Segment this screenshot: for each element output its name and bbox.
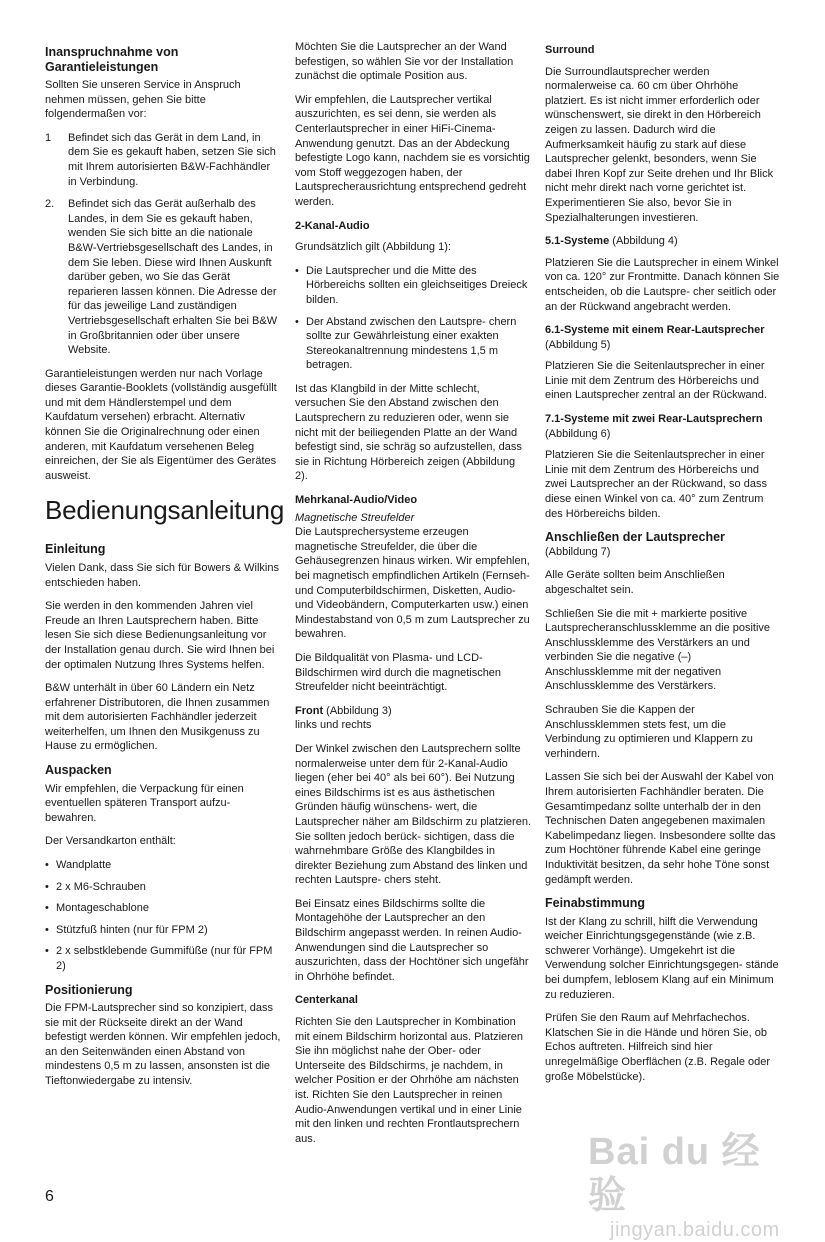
paragraph: Platzieren Sie die Seitenlautsprecher in einer Linie mit dem Zentrum des Hörbereichs und einen Lautsprecher zentral an der Rückwand.: [545, 360, 767, 402]
paragraph: Wir empfehlen, die Lautsprecher vertikal auszurichten, es sei denn, sie werden als Centerlautsprecher in einer HiFi-Cinema-Anwendung genutzt. Das an der Abdeckung befestigte Logo kann, nachdem sie es vorsichtig vom Stoff weggezogen haben, der Lautsprecherausrichtung entsprechend gedreht werden.: [295, 93, 530, 208]
list-item: [45, 197, 281, 358]
paragraph: Richten Sie den Lautsprecher in Kombination mit einem Bildschirm horizontal aus. Platzieren Sie ihn möglichst nahe der Ober- oder Unterseite des Bildschirms, je nachdem, in welcher Position er der Ohrhöhe am nächsten ist. Richten Sie den Lautsprecher in reinen Audio-Anwendungen vertikal und in einer Linie mit den linken und rechten Frontlautsprechern aus.: [295, 1016, 524, 1145]
list-item: • Montageschablone: [45, 901, 281, 916]
step-number: 1: [45, 131, 52, 144]
system-71-label: 7.1-Systeme mit zwei Rear-Lautsprechern: [545, 413, 763, 426]
list-item: • Wandplatte: [45, 858, 281, 873]
list-item: • 2 x selbstklebende Gummifüße (nur für FPM 2): [45, 944, 281, 973]
system-71-figure-ref: (Abbildung 6): [545, 427, 611, 440]
paragraph: Wir empfehlen, die Verpackung für einen eventuellen späteren Transport aufzu- bewahren.: [45, 782, 244, 824]
paragraph: Ist der Klang zu schrill, hilft die Verwendung weicher Einrichtungsgegenstände (wie z.B. schwerer Vorhänge). Umgekehrt ist die Verwendung solcher Einrichtungsgegen- stände bei dumpfem, leblosem Klang auf ein Minimum zu reduzieren.: [545, 915, 779, 1001]
page-title: Bedienungsanleitung: [45, 495, 285, 526]
list-item: [45, 131, 281, 189]
connect-heading: Anschließen der Lautsprecher: [545, 530, 725, 545]
paragraph: Prüfen Sie den Raum auf Mehrfachechos. Klatschen Sie in die Hände und hören Sie, ob Echos auftreten. Hilfreich sind hier unregelmäßige Oberflächen (z.B. Regale oder große Möbelstücke).: [545, 1012, 771, 1083]
system-51-heading: [545, 234, 781, 249]
system-61-label: 6.1-Systeme mit einem Rear-Lautsprecher: [545, 324, 765, 337]
system-51-label: 5.1-Systeme: [545, 235, 610, 248]
paragraph: Platzieren Sie die Lautsprecher in einem Winkel von ca. 120° zur Frontmitte. Danach können Sie entscheiden, ob die Lautspre- cher seitlich oder an der Rückwand angebracht werden.: [545, 256, 780, 313]
system-61-heading: [545, 323, 781, 352]
list-item: • 2 x M6-Schrauben: [45, 880, 281, 895]
center-heading: Centerkanal: [295, 994, 358, 1007]
unpack-heading: Auspacken: [45, 763, 112, 778]
front-heading: [295, 704, 531, 719]
paragraph: Alle Geräte sollten beim Anschließen abgeschaltet sein.: [545, 569, 725, 596]
paragraph: Platzieren Sie die Seitenlautsprecher in einer Linie mit dem Zentrum des Hörbereichs und zwei Lautsprecher an der Rückwand, so dass diese einen Winkel von ca. 40° zum Zentrum des Hörbereichs bilden.: [545, 449, 767, 520]
paragraph: Die Surroundlautsprecher werden normalerweise ca. 60 cm über Ohrhöhe platziert. Es ist nicht immer erforderlich oder wünschenswert, sie direkt in den Hörbereich zeigen zu lassen. Dadurch wird die Aufmerksamkeit häufig zu stark auf diese Lautsprecher gelenkt, besonders, wenn Sie dabei Ihren Kopf zur Seite drehen und Ihr Blick nicht mehr direkt nach vorne gerichtet ist. Experimentieren Sie also, bevor Sie in Spezialhalterungen investieren.: [545, 65, 774, 224]
paragraph: Die FPM-Lautsprecher sind so konzipiert, dass sie mit der Rückseite direkt an der Wand befestigt werden können. Wir empfehlen jedoch, an den Seitenwänden einen Abstand von mindestens 0,5 m zu lassen, ansonsten ist die Tieftonwiedergabe zu intensiv.: [45, 1002, 281, 1087]
two-channel-heading: 2-Kanal-Audio: [295, 219, 370, 232]
watermark-url: jingyan.baidu.com: [610, 1219, 780, 1241]
paragraph: Ist das Klangbild in der Mitte schlecht, versuchen Sie den Abstand zwischen den Lautsprechern zu reduzieren oder, wenn sie nicht mit der beiliegenden Platte an der Wand befestigt sind, sie schräg so aufzustellen, dass sie in Richtung Hörbereich zeigen (Abbildung 2).: [295, 382, 522, 483]
paragraph: Möchten Sie die Lautsprecher an der Wand befestigen, so wählen Sie vor der Installation zunächst die optimale Position aus.: [295, 41, 514, 83]
front-heading-label: Front: [295, 704, 324, 717]
list-item: • Stützfuß hinten (nur für FPM 2): [45, 923, 281, 938]
column-1: [45, 40, 285, 1098]
paragraph: Die Lautsprechersysteme erzeugen magnetische Streufelder, die über die Gehäusegrenzen hinaus wirken. Wir empfehlen, bei magnetisch empfindlichen Artikeln (Fernseh- und Computerbildschirmen, Disketten, Audio- und Videobändern, Computerkarten usw.) einen Mindestabstand von 0,5 m zum Lautsprecher zu bewahren.: [295, 526, 530, 641]
magnet-subheading-text: Magnetische Streufelder: [295, 511, 415, 524]
two-channel-list: [295, 264, 531, 373]
warranty-note: Garantieleistungen werden nur nach Vorlage dieses Garantie-Booklets (vollständig ausgefüllt und mit dem Händlerstempel und dem Kaufdatum versehen) erbracht. Alternativ können Sie die Originalrechnung oder einen anderen, mit Kaufdatum versehenen Beleg einreichen, der Sie als Eigentümer des Gerätes ausweist.: [45, 367, 277, 482]
paragraph: Grundsätzlich gilt (Abbildung 1):: [295, 241, 451, 254]
column-2: [295, 40, 531, 1155]
paragraph: Schrauben Sie die Kappen der Anschlussklemmen stets fest, um die Verbindung zu optimieren und Klappern zu verhindern.: [545, 704, 753, 760]
step-text: Befindet sich das Gerät außerhalb des Landes, in dem Sie es gekauft haben, wenden Sie sich bitte an die nationale B&W-Vertriebsgesellschaft des Landes, in dem Sie leben. Diese wird Ihnen Auskunft darüber geben, wo Sie das Gerät reparieren lassen können. Die Adresse der für das jeweilige Land zuständigen Vertriebsgesellschaft erhalten Sie bei B&W in Großbritannien oder über unsere Website.: [68, 198, 278, 357]
paragraph: Schließen Sie die mit + markierte positive Lautsprecheranschlussklemme an die positive Anschlussklemme des Verstärkers an und verbinden Sie die negative (–) Anschlussklemme mit der negativen Anschlussklemme des Verstärkers.: [545, 607, 771, 693]
surround-heading: Surround: [545, 44, 595, 56]
package-contents-list: [45, 858, 281, 974]
warranty-heading: Inanspruchnahme von Garantieleistungen: [45, 45, 179, 74]
paragraph: Lassen Sie sich bei der Auswahl der Kabel von Ihrem autorisierten Fachhändler beraten. Die Gesamtimpedanz sollte unterhalb der in den Technischen Daten angegebenen maximalen Kabelimpedanz liegen. Insbesondere sollte das zum Hochtöner führende Kabel eine geringe Induktivität besitzen, da sehr hohe Töne sonst gedämpft werden.: [545, 771, 776, 886]
position-heading: Positionierung: [45, 982, 133, 997]
page-number: 6: [45, 1188, 54, 1205]
front-figure-ref: (Abbildung 3): [326, 704, 392, 717]
paragraph: Bei Einsatz eines Bildschirms sollte die Montagehöhe der Lautsprecher an den Bildschirm angepasst werden. In reinen Audio-Anwendungen sind die Lautsprecher so auszurichten, dass der Hochtöner sich ungefähr in Ohrhöhe befindet.: [295, 897, 529, 983]
paragraph: Vielen Dank, dass Sie sich für Bowers & Wilkins entschieden haben.: [45, 561, 279, 589]
list-item: • Der Abstand zwischen den Lautspre- chern sollte zur Gewährleistung einer exakten Stereokanaltrennung mindestens 1,5 m betragen.: [295, 315, 531, 373]
warranty-steps: [45, 131, 281, 358]
baidu-watermark: [588, 1130, 788, 1241]
intro-heading: Einleitung: [45, 542, 106, 557]
paragraph: B&W unterhält in über 60 Ländern ein Netz erfahrener Distributoren, die Ihnen zusammen mit dem autorisierten Fachhändler jederzeit weiterhelfen, um Ihnen den Musikgenuss zu Hause zu ermöglichen.: [45, 682, 270, 753]
multichannel-heading: Mehrkanal-Audio/Video: [295, 494, 418, 507]
list-item: • Die Lautsprecher und die Mitte des Hörbereichs sollten ein gleichseitiges Dreieck bilden.: [295, 264, 531, 308]
warranty-intro: Sollten Sie unseren Service in Anspruch nehmen müssen, gehen Sie bitte folgendermaßen vor:: [45, 79, 241, 121]
step-number: 2.: [45, 198, 55, 211]
magnet-subheading: [295, 511, 531, 526]
system-71-heading: [545, 412, 781, 441]
front-subheading: links und rechts: [295, 719, 372, 732]
watermark-logo: Bai du 经验: [588, 1131, 761, 1217]
system-61-figure-ref: (Abbildung 5): [545, 338, 611, 351]
fine-tuning-heading: Feinabstimmung: [545, 896, 646, 911]
paragraph: Sie werden in den kommenden Jahren viel Freude an Ihren Lautsprechern haben. Bitte lesen Sie sich diese Bedienungsanleitung vor der Installation genau durch. Sie wird Ihnen bei der optimalen Nutzung Ihres Systems helfen.: [45, 600, 275, 671]
connect-figure-ref: (Abbildung 7): [545, 545, 611, 558]
column-3: [545, 40, 781, 1093]
paragraph: Die Bildqualität von Plasma- und LCD-Bildschirmen wird durch die magnetischen Streufelder nicht beeinträchtigt.: [295, 651, 502, 694]
system-51-figure-ref: (Abbildung 4): [612, 235, 678, 248]
paragraph: Der Winkel zwischen den Lautsprechern sollte normalerweise unter dem für 2-Kanal-Audio liegen (eher bei 40° als bei 60°). Bei Nutzung eines Bildschirms ist es aus ästhetischen Gründen häufig wünschens- wert, die Lautsprecher näher am Bildschirm zu platzieren. Sie sollten jedoch berück- sichtigen, dass die wahrnehmbare Größe des Klangbildes in direkter Beziehung zum Abstand des linken und rechten Lautspre- chers steht.: [295, 742, 532, 887]
paragraph: Der Versandkarton enthält:: [45, 835, 176, 848]
step-text: Befindet sich das Gerät in dem Land, in dem Sie es gekauft haben, setzen Sie sich mit Ihrem autorisierten B&W-Fachhändler in Verbindung.: [68, 131, 276, 188]
